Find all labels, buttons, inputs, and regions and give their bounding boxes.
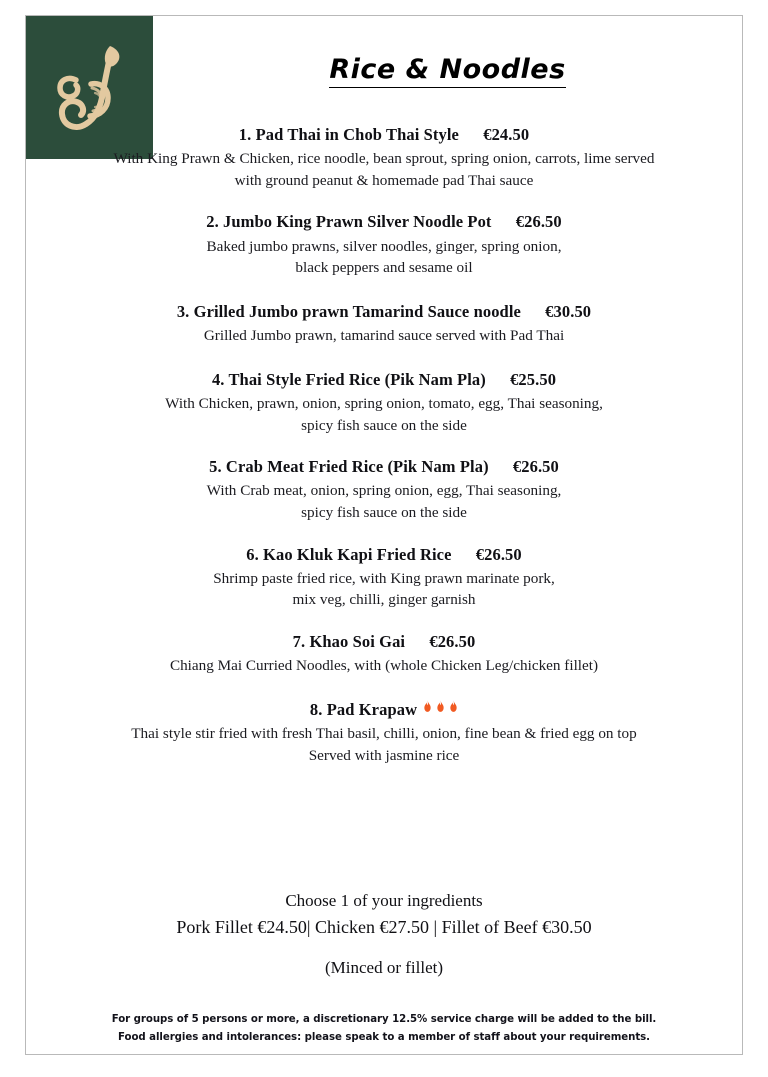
menu-item-price: €26.50 [475,544,522,564]
menu-item-description-line: Served with jasmine rice [308,746,460,764]
chilli-flame-icon [436,700,445,713]
footer-notices [38,1011,730,1047]
choose-ingredients-title: Choose 1 of your ingredients [285,891,483,910]
menu-item-price: €26.50 [512,457,559,477]
menu-item-description-line: Grilled Jumbo prawn, tamarind sauce served with Pad Thai [203,327,565,345]
menu-item-description [38,148,730,191]
menu-item-description-line: spicy fish sauce on the side [301,503,467,521]
menu-item-heading [38,124,730,146]
menu-item-name: Kao Kluk Kapi Fried Rice [263,544,452,564]
menu-item-description-line: black peppers and sesame oil [295,259,473,277]
menu-item-number: 3. [176,301,190,321]
menu-item [38,124,730,191]
menu-item-heading [38,456,730,478]
spice-level-indicator [419,698,458,713]
page-title-wrap [153,54,742,88]
menu-item [38,369,730,436]
menu-item-price: €25.50 [510,369,557,389]
menu-item-number: 6. [246,544,259,564]
allergy-notice: Food allergies and intolerances: please speak to a member of staff about your requirements. [118,1031,650,1043]
chilli-flame-icon [449,700,458,713]
choose-ingredients-note: (Minced or fillet) [324,957,443,977]
menu-item-description-line: with ground peanut & homemade pad Thai sauce [234,171,534,189]
menu-item-price: €24.50 [483,125,530,144]
menu-item-description [38,568,730,611]
menu-item-name: Thai Style Fried Rice (Pik Nam Pla) [228,369,486,389]
menu-items-list [38,124,730,766]
menu-item-price: €26.50 [515,212,562,232]
menu-item-price: €30.50 [545,301,592,321]
menu-item [38,631,730,677]
menu-item [38,456,730,523]
menu-item [38,211,730,278]
menu-item-name: Pad Thai in Chob Thai Style [255,125,459,144]
menu-item-description [38,655,730,677]
menu-item-description [38,325,730,347]
menu-item-description-line: With Chicken, prawn, onion, spring onion, tomato, egg, Thai seasoning, [165,394,603,412]
menu-item-heading [38,369,730,391]
menu-item-number: 2. [206,212,219,232]
menu-item [38,697,730,766]
menu-item-description [38,723,730,766]
menu-item-description-line: spicy fish sauce on the side [301,416,467,434]
menu-item-description-line: Baked jumbo prawns, silver noodles, ginger, spring onion, [206,237,562,255]
menu-item-description [38,393,730,436]
menu-page [25,15,743,1055]
menu-item-description-line: Chiang Mai Curried Noodles, with (whole Chicken Leg/chicken fillet) [169,657,599,675]
menu-item [38,301,730,347]
chilli-flame-icon [423,700,432,713]
menu-item-name: Crab Meat Fried Rice (Pik Nam Pla) [225,457,489,477]
service-charge-notice: For groups of 5 persons or more, a discretionary 12.5% service charge will be added to the bill. [111,1014,657,1025]
menu-item-number: 4. [211,369,225,389]
menu-item-heading [38,211,730,233]
menu-item-number: 5. [209,457,222,477]
menu-item-description-line: mix veg, chilli, ginger garnish [292,591,476,609]
menu-item-description-line: Thai style stir fried with fresh Thai basil, chilli, onion, fine bean & fried egg on top [131,725,637,743]
menu-item-heading [38,697,730,721]
menu-item-heading [38,301,730,323]
menu-item-number: 7. [292,631,306,651]
menu-item-description [38,236,730,279]
menu-item-number: 1. [238,125,252,144]
menu-item-name: Khao Soi Gai [309,631,406,651]
menu-item-heading [38,544,730,566]
menu-item-heading [38,631,730,653]
menu-item-description-line: With Crab meat, onion, spring onion, egg, Thai seasoning, [206,482,562,500]
menu-item-price: €26.50 [429,631,476,651]
menu-item [38,544,730,611]
menu-item-description-line: Shrimp paste fried rice, with King prawn marinate pork, [213,569,555,587]
menu-item-number: 8. [309,699,323,719]
menu-item-name: Grilled Jumbo prawn Tamarind Sauce noodle [193,301,521,321]
menu-item-name: Jumbo King Prawn Silver Noodle Pot [223,212,492,232]
menu-item-description [38,480,730,523]
menu-item-name: Pad Krapaw [326,699,418,719]
page-title: Rice & Noodles [329,54,565,88]
choose-ingredients-options: Pork Fillet €24.50| Chicken €27.50 | Fillet of Beef €30.50 [176,916,592,937]
menu-item-description-line: With King Prawn & Chicken, rice noodle, bean sprout, spring onion, carrots, lime served [113,150,655,168]
choose-ingredients-section [38,888,730,980]
